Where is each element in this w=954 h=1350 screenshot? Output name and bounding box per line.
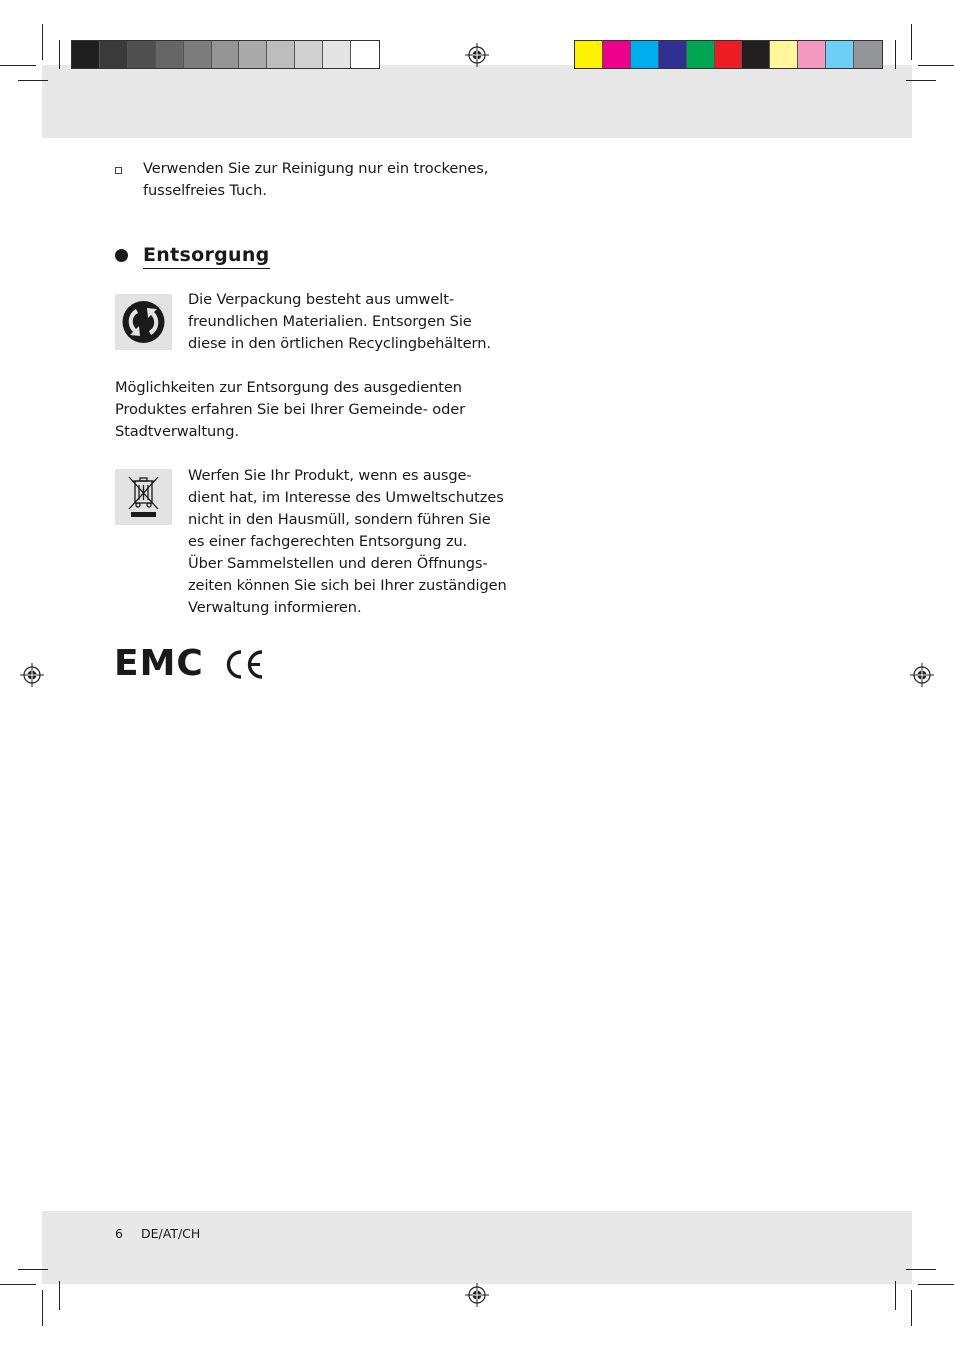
region-label: DE/AT/CH [141, 1226, 201, 1241]
calibration-swatch [715, 41, 743, 68]
crossed-out-wheelie-bin-icon [115, 469, 172, 525]
color-calibration-strip [574, 40, 883, 69]
packaging-text-line: diese in den örtlichen Recyclingbehältern. [188, 335, 491, 352]
calibration-swatch [239, 41, 267, 68]
packaging-text [188, 289, 491, 355]
calibration-swatch [742, 41, 770, 68]
crop-mark [906, 1269, 936, 1270]
packaging-text-line: Die Verpackung besteht aus umwelt- [188, 291, 454, 308]
grayscale-calibration-strip [71, 40, 380, 69]
crop-mark [895, 1281, 896, 1310]
registration-mark-icon [465, 43, 489, 67]
weee-text-line: dient hat, im Interesse des Umweltschutzes [188, 489, 504, 506]
calibration-swatch [184, 41, 212, 68]
green-dot-recycling-icon [115, 294, 172, 350]
calibration-swatch [212, 41, 240, 68]
crop-mark [918, 1284, 954, 1285]
crop-mark [911, 24, 912, 60]
weee-text-line: es einer fachgerechten Entsorgung zu. [188, 533, 468, 550]
weee-text [188, 465, 507, 619]
calibration-swatch [770, 41, 798, 68]
cleaning-tip [143, 158, 488, 202]
disposal-info-text [115, 377, 465, 443]
registration-mark-icon [465, 1283, 489, 1307]
calibration-swatch [100, 41, 128, 68]
calibration-swatch [156, 41, 184, 68]
calibration-swatch [854, 41, 882, 68]
crop-mark [18, 1269, 48, 1270]
calibration-swatch [295, 41, 323, 68]
crop-mark [906, 80, 936, 81]
registration-mark-icon [20, 663, 44, 687]
calibration-swatch [659, 41, 687, 68]
crop-mark [18, 80, 48, 81]
crop-mark [911, 1290, 912, 1326]
crop-mark [895, 40, 896, 69]
calibration-swatch [351, 41, 379, 68]
bullet-dot-icon [115, 249, 128, 262]
crop-mark [59, 40, 60, 69]
calibration-swatch [267, 41, 295, 68]
cleaning-tip-line: Verwenden Sie zur Reinigung nur ein trockenes, [143, 160, 489, 177]
weee-text-line: Über Sammelstellen und deren Öffnungs- [188, 555, 488, 572]
calibration-swatch [323, 41, 351, 68]
crop-mark [0, 1284, 36, 1285]
calibration-swatch [631, 41, 659, 68]
weee-text-line: Werfen Sie Ihr Produkt, wenn es ausge- [188, 467, 472, 484]
disposal-info-line: Produktes erfahren Sie bei Ihrer Gemeinde- oder [115, 401, 466, 418]
calibration-swatch [826, 41, 854, 68]
cleaning-tip-line: fusselfreies Tuch. [143, 182, 267, 199]
calibration-swatch [603, 41, 631, 68]
packaging-text-line: freundlichen Materialien. Entsorgen Sie [188, 313, 472, 330]
emc-mark: EMC [114, 643, 204, 684]
calibration-swatch [575, 41, 603, 68]
crop-mark [0, 65, 36, 66]
calibration-swatch [72, 41, 100, 68]
disposal-info-line: Stadtverwaltung. [115, 423, 239, 440]
disposal-info-line: Möglichkeiten zur Entsorgung des ausgedienten [115, 379, 462, 396]
bullet-checkbox-icon [115, 167, 122, 174]
weee-text-line: zeiten können Sie sich bei Ihrer zuständigen [188, 577, 507, 594]
calibration-swatch [128, 41, 156, 68]
calibration-swatch [798, 41, 826, 68]
weee-text-line: Verwaltung informieren. [188, 599, 362, 616]
section-heading [115, 242, 270, 269]
weee-text-line: nicht in den Hausmüll, sondern führen Sie [188, 511, 491, 528]
page-number: 6 [115, 1226, 123, 1241]
footer-band [42, 1211, 912, 1284]
crop-mark [59, 1281, 60, 1310]
ce-mark-icon [222, 648, 266, 681]
calibration-swatch [687, 41, 715, 68]
header-band [42, 65, 912, 138]
registration-mark-icon [910, 663, 934, 687]
crop-mark [42, 1290, 43, 1326]
crop-mark [918, 65, 954, 66]
crop-mark [42, 24, 43, 60]
section-heading-label: Entsorgung [143, 242, 270, 269]
